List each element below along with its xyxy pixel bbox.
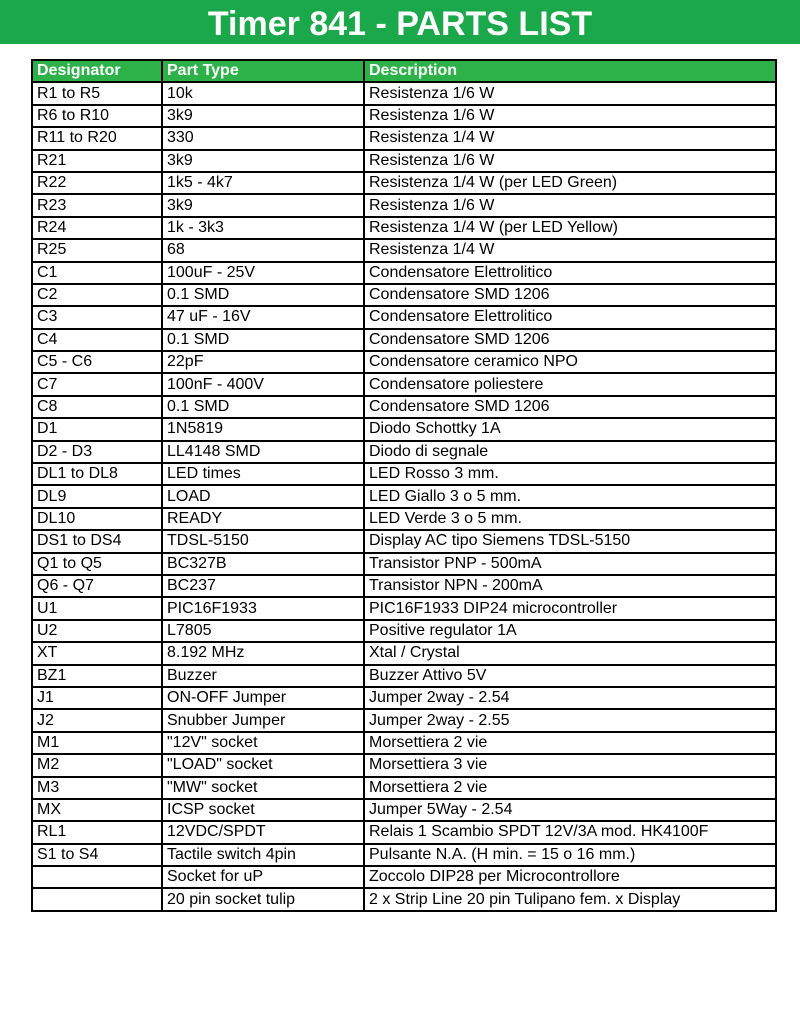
designator-cell: XT xyxy=(32,642,162,664)
table-row xyxy=(32,866,776,888)
designator-cell: C2 xyxy=(32,284,162,306)
designator-cell: M1 xyxy=(32,732,162,754)
part-type-cell: L7805 xyxy=(162,620,364,642)
description-cell: Resistenza 1/4 W (per LED Green) xyxy=(364,172,776,194)
part-type-cell: ICSP socket xyxy=(162,799,364,821)
table-row xyxy=(32,777,776,799)
table-row xyxy=(32,642,776,664)
description-cell: Transistor NPN - 200mA xyxy=(364,575,776,597)
description-cell: Display AC tipo Siemens TDSL-5150 xyxy=(364,530,776,552)
table-row xyxy=(32,687,776,709)
description-cell: Pulsante N.A. (H min. = 15 o 16 mm.) xyxy=(364,844,776,866)
description-cell: Transistor PNP - 500mA xyxy=(364,553,776,575)
part-type-cell: BC237 xyxy=(162,575,364,597)
description-cell: Condensatore poliestere xyxy=(364,373,776,395)
designator-cell: DS1 to DS4 xyxy=(32,530,162,552)
part-type-cell: 10k xyxy=(162,82,364,104)
description-cell: Resistenza 1/6 W xyxy=(364,150,776,172)
description-cell: Resistenza 1/6 W xyxy=(364,194,776,216)
table-row xyxy=(32,239,776,261)
designator-cell: J1 xyxy=(32,687,162,709)
description-cell: Condensatore Elettrolitico xyxy=(364,306,776,328)
designator-cell: R22 xyxy=(32,172,162,194)
part-type-cell: 100nF - 400V xyxy=(162,373,364,395)
table-row xyxy=(32,262,776,284)
designator-cell: S1 to S4 xyxy=(32,844,162,866)
description-cell: Diodo Schottky 1A xyxy=(364,418,776,440)
part-type-cell: 0.1 SMD xyxy=(162,284,364,306)
designator-cell: Q1 to Q5 xyxy=(32,553,162,575)
description-cell: Xtal / Crystal xyxy=(364,642,776,664)
table-row xyxy=(32,665,776,687)
description-cell: Condensatore SMD 1206 xyxy=(364,329,776,351)
designator-cell: R11 to R20 xyxy=(32,127,162,149)
table-row xyxy=(32,575,776,597)
description-cell: Morsettiera 2 vie xyxy=(364,777,776,799)
parts-table xyxy=(31,59,777,912)
part-type-cell: 0.1 SMD xyxy=(162,329,364,351)
part-type-cell: 1k - 3k3 xyxy=(162,217,364,239)
description-cell: LED Rosso 3 mm. xyxy=(364,463,776,485)
table-row xyxy=(32,888,776,910)
designator-cell: C7 xyxy=(32,373,162,395)
table-row xyxy=(32,463,776,485)
part-type-cell: ON-OFF Jumper xyxy=(162,687,364,709)
description-cell: Diodo di segnale xyxy=(364,441,776,463)
description-cell: Buzzer Attivo 5V xyxy=(364,665,776,687)
part-type-cell: TDSL-5150 xyxy=(162,530,364,552)
part-type-cell: LOAD xyxy=(162,485,364,507)
designator-cell: R25 xyxy=(32,239,162,261)
description-cell: Condensatore ceramico NPO xyxy=(364,351,776,373)
table-row xyxy=(32,844,776,866)
part-type-cell: "12V" socket xyxy=(162,732,364,754)
table-row xyxy=(32,530,776,552)
designator-cell: DL1 to DL8 xyxy=(32,463,162,485)
table-row xyxy=(32,441,776,463)
part-type-cell: 47 uF - 16V xyxy=(162,306,364,328)
designator-cell: DL10 xyxy=(32,508,162,530)
designator-cell: D1 xyxy=(32,418,162,440)
table-row xyxy=(32,284,776,306)
designator-cell: U2 xyxy=(32,620,162,642)
designator-cell: DL9 xyxy=(32,485,162,507)
designator-cell xyxy=(32,888,162,910)
designator-cell: D2 - D3 xyxy=(32,441,162,463)
table-row xyxy=(32,82,776,104)
table-row xyxy=(32,127,776,149)
part-type-cell: PIC16F1933 xyxy=(162,597,364,619)
part-type-cell: 3k9 xyxy=(162,194,364,216)
part-type-cell: BC327B xyxy=(162,553,364,575)
part-type-cell: 12VDC/SPDT xyxy=(162,821,364,843)
table-row xyxy=(32,306,776,328)
description-cell: Resistenza 1/6 W xyxy=(364,105,776,127)
part-type-cell: 0.1 SMD xyxy=(162,396,364,418)
description-cell: LED Giallo 3 o 5 mm. xyxy=(364,485,776,507)
table-row xyxy=(32,172,776,194)
description-cell: PIC16F1933 DIP24 microcontroller xyxy=(364,597,776,619)
description-cell: Condensatore SMD 1206 xyxy=(364,396,776,418)
designator-cell xyxy=(32,866,162,888)
description-cell: Jumper 2way - 2.54 xyxy=(364,687,776,709)
part-type-cell: 22pF xyxy=(162,351,364,373)
description-cell: Positive regulator 1A xyxy=(364,620,776,642)
parts-table-body xyxy=(32,82,776,910)
designator-cell: R1 to R5 xyxy=(32,82,162,104)
part-type-cell: Buzzer xyxy=(162,665,364,687)
table-row xyxy=(32,351,776,373)
designator-cell: M2 xyxy=(32,754,162,776)
column-header-part-type: Part Type xyxy=(162,60,364,82)
description-cell: Resistenza 1/4 W (per LED Yellow) xyxy=(364,217,776,239)
designator-cell: Q6 - Q7 xyxy=(32,575,162,597)
table-row xyxy=(32,150,776,172)
part-type-cell: 3k9 xyxy=(162,105,364,127)
description-cell: Relais 1 Scambio SPDT 12V/3A mod. HK4100F xyxy=(364,821,776,843)
description-cell: 2 x Strip Line 20 pin Tulipano fem. x Display xyxy=(364,888,776,910)
part-type-cell: 3k9 xyxy=(162,150,364,172)
table-row xyxy=(32,620,776,642)
table-row xyxy=(32,799,776,821)
description-cell: Zoccolo DIP28 per Microcontrollore xyxy=(364,866,776,888)
part-type-cell: Socket for uP xyxy=(162,866,364,888)
description-cell: Resistenza 1/4 W xyxy=(364,127,776,149)
table-row xyxy=(32,105,776,127)
part-type-cell: 20 pin socket tulip xyxy=(162,888,364,910)
table-row xyxy=(32,329,776,351)
part-type-cell: "LOAD" socket xyxy=(162,754,364,776)
table-row xyxy=(32,508,776,530)
part-type-cell: 1N5819 xyxy=(162,418,364,440)
part-type-cell: 8.192 MHz xyxy=(162,642,364,664)
designator-cell: C8 xyxy=(32,396,162,418)
table-row xyxy=(32,709,776,731)
designator-cell: MX xyxy=(32,799,162,821)
table-row xyxy=(32,485,776,507)
description-cell: Condensatore Elettrolitico xyxy=(364,262,776,284)
part-type-cell: LL4148 SMD xyxy=(162,441,364,463)
page-title: Timer 841 - PARTS LIST xyxy=(0,0,800,44)
table-row xyxy=(32,597,776,619)
designator-cell: BZ1 xyxy=(32,665,162,687)
table-row xyxy=(32,821,776,843)
designator-cell: R21 xyxy=(32,150,162,172)
table-row xyxy=(32,217,776,239)
column-header-designator: Designator xyxy=(32,60,162,82)
part-type-cell: Snubber Jumper xyxy=(162,709,364,731)
description-cell: Condensatore SMD 1206 xyxy=(364,284,776,306)
part-type-cell: LED times xyxy=(162,463,364,485)
table-row xyxy=(32,553,776,575)
part-type-cell: 1k5 - 4k7 xyxy=(162,172,364,194)
table-row xyxy=(32,373,776,395)
description-cell: Jumper 5Way - 2.54 xyxy=(364,799,776,821)
description-cell: Morsettiera 3 vie xyxy=(364,754,776,776)
designator-cell: C1 xyxy=(32,262,162,284)
table-row xyxy=(32,396,776,418)
designator-cell: RL1 xyxy=(32,821,162,843)
part-type-cell: 100uF - 25V xyxy=(162,262,364,284)
designator-cell: J2 xyxy=(32,709,162,731)
designator-cell: R24 xyxy=(32,217,162,239)
designator-cell: M3 xyxy=(32,777,162,799)
table-header-row xyxy=(32,60,776,82)
designator-cell: U1 xyxy=(32,597,162,619)
table-row xyxy=(32,732,776,754)
part-type-cell: Tactile switch 4pin xyxy=(162,844,364,866)
description-cell: LED Verde 3 o 5 mm. xyxy=(364,508,776,530)
table-row xyxy=(32,754,776,776)
part-type-cell: 68 xyxy=(162,239,364,261)
table-row xyxy=(32,418,776,440)
designator-cell: R6 to R10 xyxy=(32,105,162,127)
part-type-cell: READY xyxy=(162,508,364,530)
part-type-cell: "MW" socket xyxy=(162,777,364,799)
description-cell: Resistenza 1/4 W xyxy=(364,239,776,261)
description-cell: Jumper 2way - 2.55 xyxy=(364,709,776,731)
table-row xyxy=(32,194,776,216)
description-cell: Morsettiera 2 vie xyxy=(364,732,776,754)
designator-cell: C3 xyxy=(32,306,162,328)
designator-cell: C4 xyxy=(32,329,162,351)
part-type-cell: 330 xyxy=(162,127,364,149)
column-header-description: Description xyxy=(364,60,776,82)
designator-cell: C5 - C6 xyxy=(32,351,162,373)
description-cell: Resistenza 1/6 W xyxy=(364,82,776,104)
designator-cell: R23 xyxy=(32,194,162,216)
